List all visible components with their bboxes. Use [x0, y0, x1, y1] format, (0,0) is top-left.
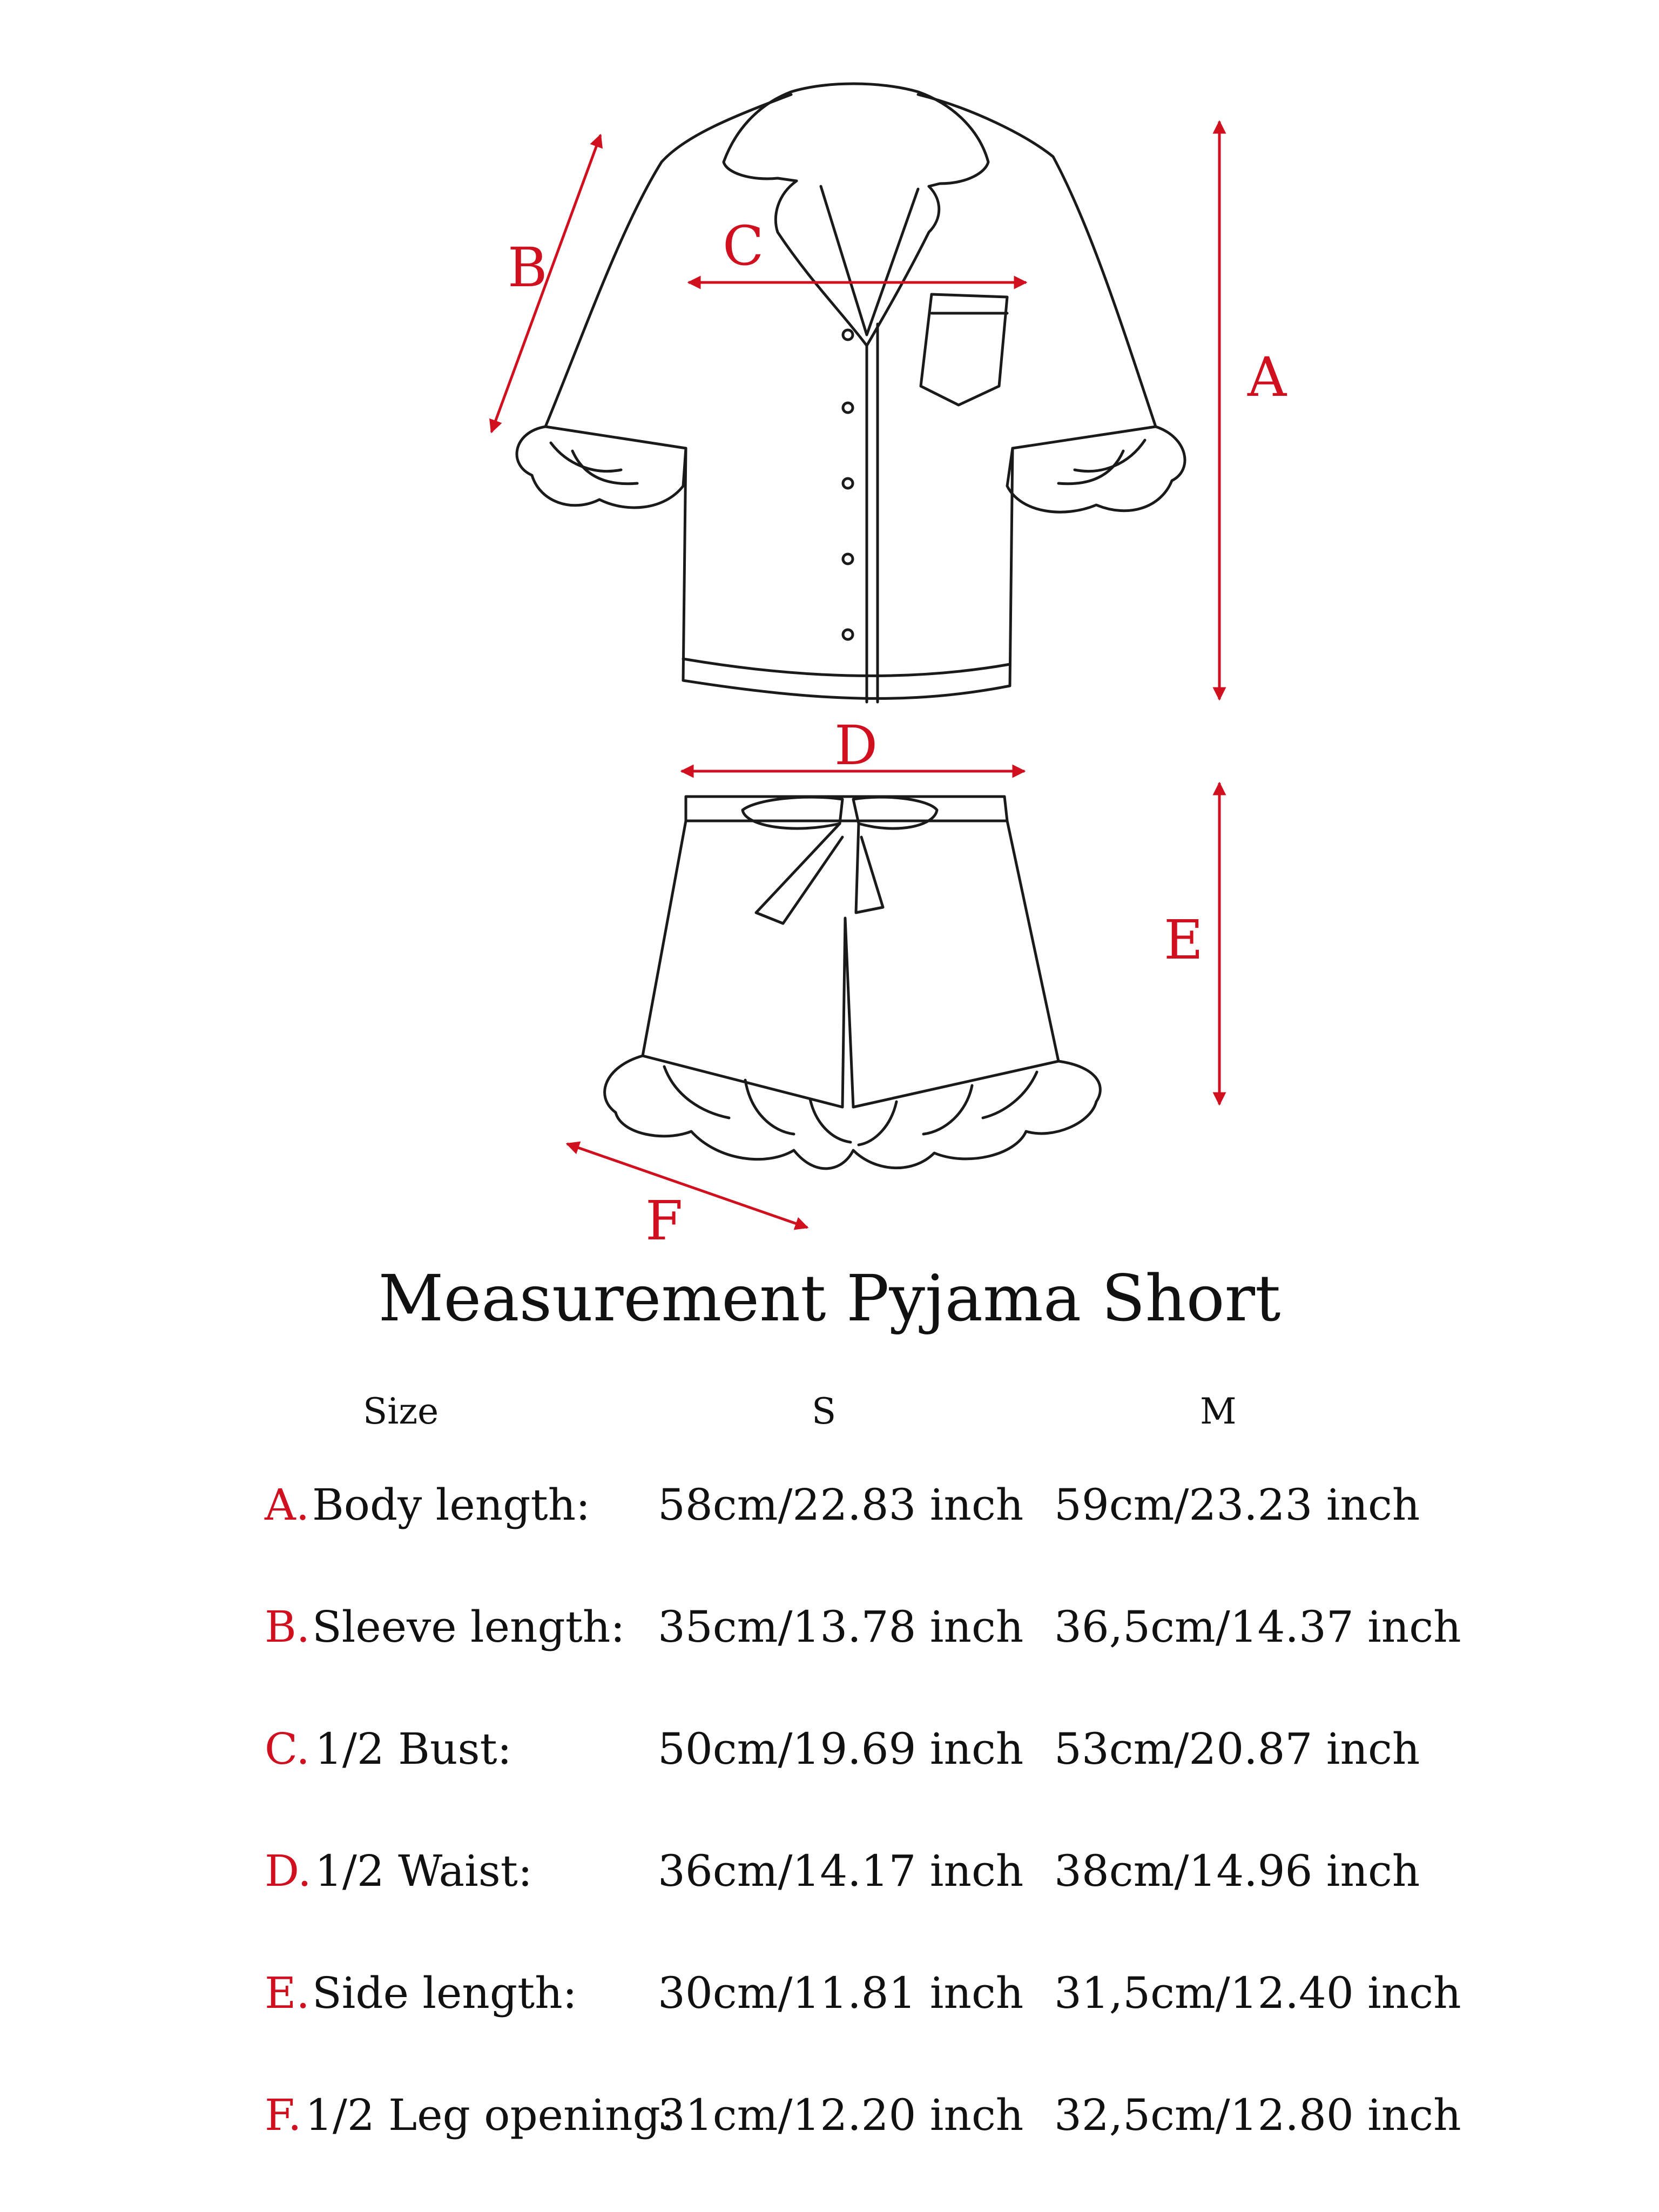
row-letter: A. — [265, 1480, 310, 1530]
label-e: E — [1164, 908, 1203, 972]
row-letter: C. — [265, 1724, 310, 1774]
row-label: Body length: — [312, 1480, 591, 1530]
row-value-s: 58cm/22.83 inch — [658, 1480, 1024, 1530]
table-row — [0, 1846, 1659, 1911]
row-letter: D. — [265, 1846, 312, 1896]
table-row — [0, 1480, 1659, 1545]
page-title: Measurement Pyjama Short — [378, 1261, 1281, 1336]
row-letter: E. — [265, 1968, 310, 2018]
row-value-s: 30cm/11.81 inch — [658, 1968, 1024, 2018]
table-row — [0, 1968, 1659, 2033]
column-header-m: M — [1200, 1391, 1237, 1432]
row-value-m: 53cm/20.87 inch — [1054, 1724, 1420, 1774]
row-label: Side length: — [312, 1968, 577, 2018]
row-value-s: 31cm/12.20 inch — [658, 2090, 1024, 2140]
label-c: C — [723, 214, 764, 278]
shirt-outline — [517, 84, 1185, 702]
table-row — [0, 1724, 1659, 1789]
arrow-f — [567, 1144, 807, 1228]
label-d: D — [834, 714, 878, 777]
row-value-m: 36,5cm/14.37 inch — [1054, 1602, 1461, 1652]
row-value-m: 31,5cm/12.40 inch — [1054, 1968, 1461, 2018]
row-letter: B. — [265, 1602, 311, 1652]
label-a: A — [1247, 346, 1287, 409]
label-f: F — [645, 1189, 683, 1252]
row-value-s: 35cm/13.78 inch — [658, 1602, 1024, 1652]
label-b: B — [508, 236, 548, 299]
row-label: Sleeve length: — [312, 1602, 625, 1652]
row-value-m: 32,5cm/12.80 inch — [1054, 2090, 1461, 2140]
row-value-s: 36cm/14.17 inch — [658, 1846, 1024, 1896]
row-value-s: 50cm/19.69 inch — [658, 1724, 1024, 1774]
table-row — [0, 2090, 1659, 2155]
column-header-size: Size — [363, 1391, 439, 1432]
row-label: 1/2 Waist: — [315, 1846, 532, 1896]
table-row — [0, 1602, 1659, 1667]
row-label: 1/2 Leg opening: — [305, 2090, 675, 2140]
row-label: 1/2 Bust: — [315, 1724, 512, 1774]
shorts-outline — [605, 797, 1101, 1169]
row-value-m: 38cm/14.96 inch — [1054, 1846, 1420, 1896]
row-letter: F. — [265, 2090, 302, 2140]
row-value-m: 59cm/23.23 inch — [1054, 1480, 1420, 1530]
column-header-s: S — [812, 1391, 837, 1432]
